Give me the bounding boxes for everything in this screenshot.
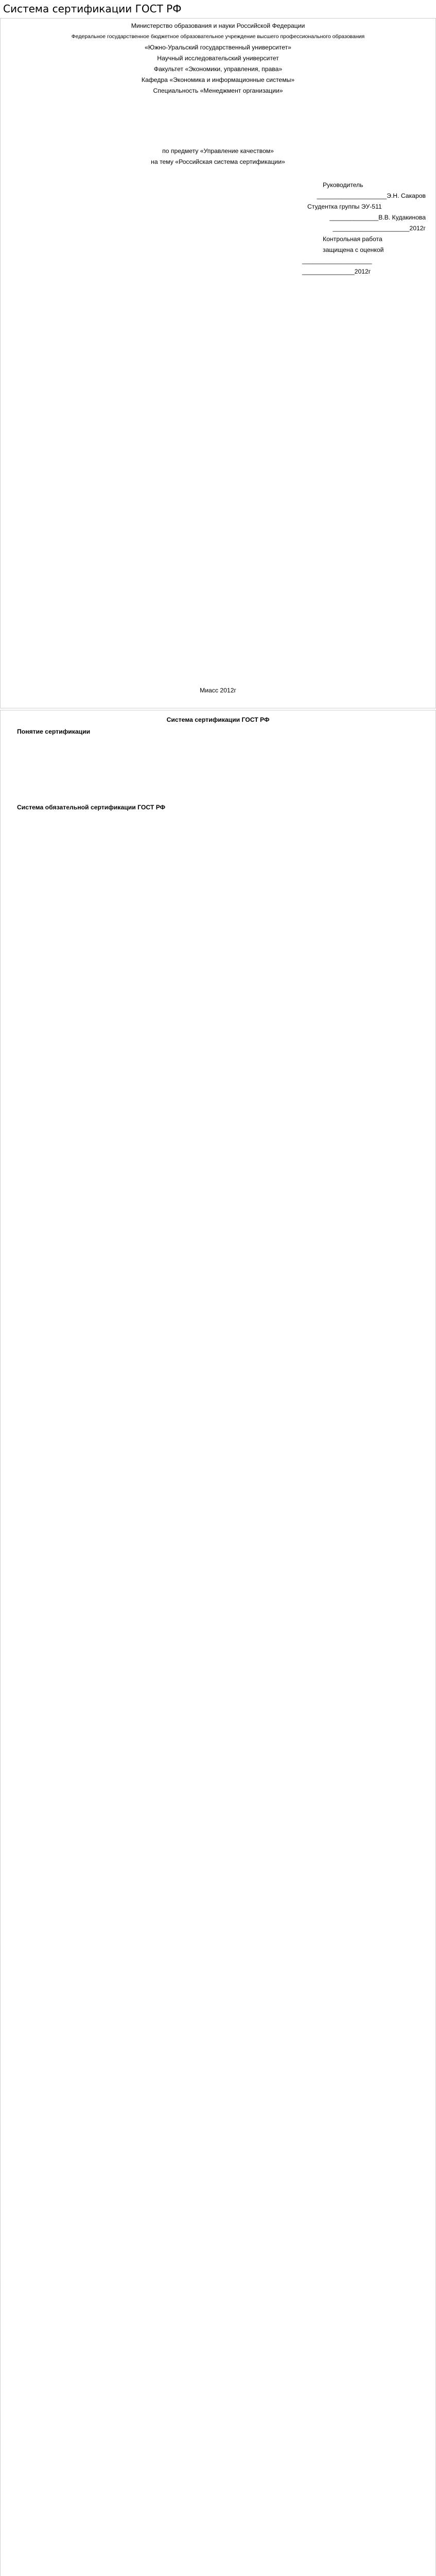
year-line: ______________________2012г	[333, 225, 426, 232]
main-title: Система обязательной сертификации ГОСТ РФ	[17, 804, 166, 811]
head-label: Руководитель	[323, 181, 363, 189]
university-type-text: Научный исследовательский университет	[157, 55, 279, 62]
date-line: _______________2012г	[302, 268, 371, 275]
university-text: «Южно-Уральский государственный университет»	[145, 44, 291, 51]
subject-text: по предмету «Управление качеством»	[162, 147, 274, 155]
student-name: ______________В.В. Кудакинова	[329, 214, 426, 221]
control-label: Контрольная работа	[323, 235, 382, 243]
topic-text: на тему «Российская система сертификации»	[151, 158, 285, 165]
student-label: Студентка группы ЭУ-511	[307, 203, 382, 210]
defended-label: защищена с оценкой	[323, 246, 384, 253]
signatures	[276, 180, 426, 277]
content-sheet	[0, 710, 436, 2576]
page-title: Система сертификации ГОСТ РФ	[3, 3, 182, 15]
ministry-text: Министерство образования и науки Российской Федерации	[131, 22, 305, 29]
department-text: Кафедра «Экономика и информационные системы»	[141, 76, 295, 83]
faculty-text: Факультет «Экономики, управления, права»	[153, 65, 283, 73]
specialty-text: Специальность «Менеджмент организации»	[153, 87, 283, 94]
title-sheet	[0, 18, 436, 708]
intro-title: Система сертификации ГОСТ РФ	[166, 716, 270, 723]
blank-line: ____________________	[302, 257, 372, 264]
head-name: ____________________Э.Н. Сакаров	[317, 192, 426, 199]
city-year: Миасс 2012г	[200, 687, 236, 694]
concept-title: Понятие сертификации	[17, 728, 91, 735]
institution-text: Федеральное государственное бюджетное образовательное учреждение высшего профессионального образования	[71, 33, 365, 40]
